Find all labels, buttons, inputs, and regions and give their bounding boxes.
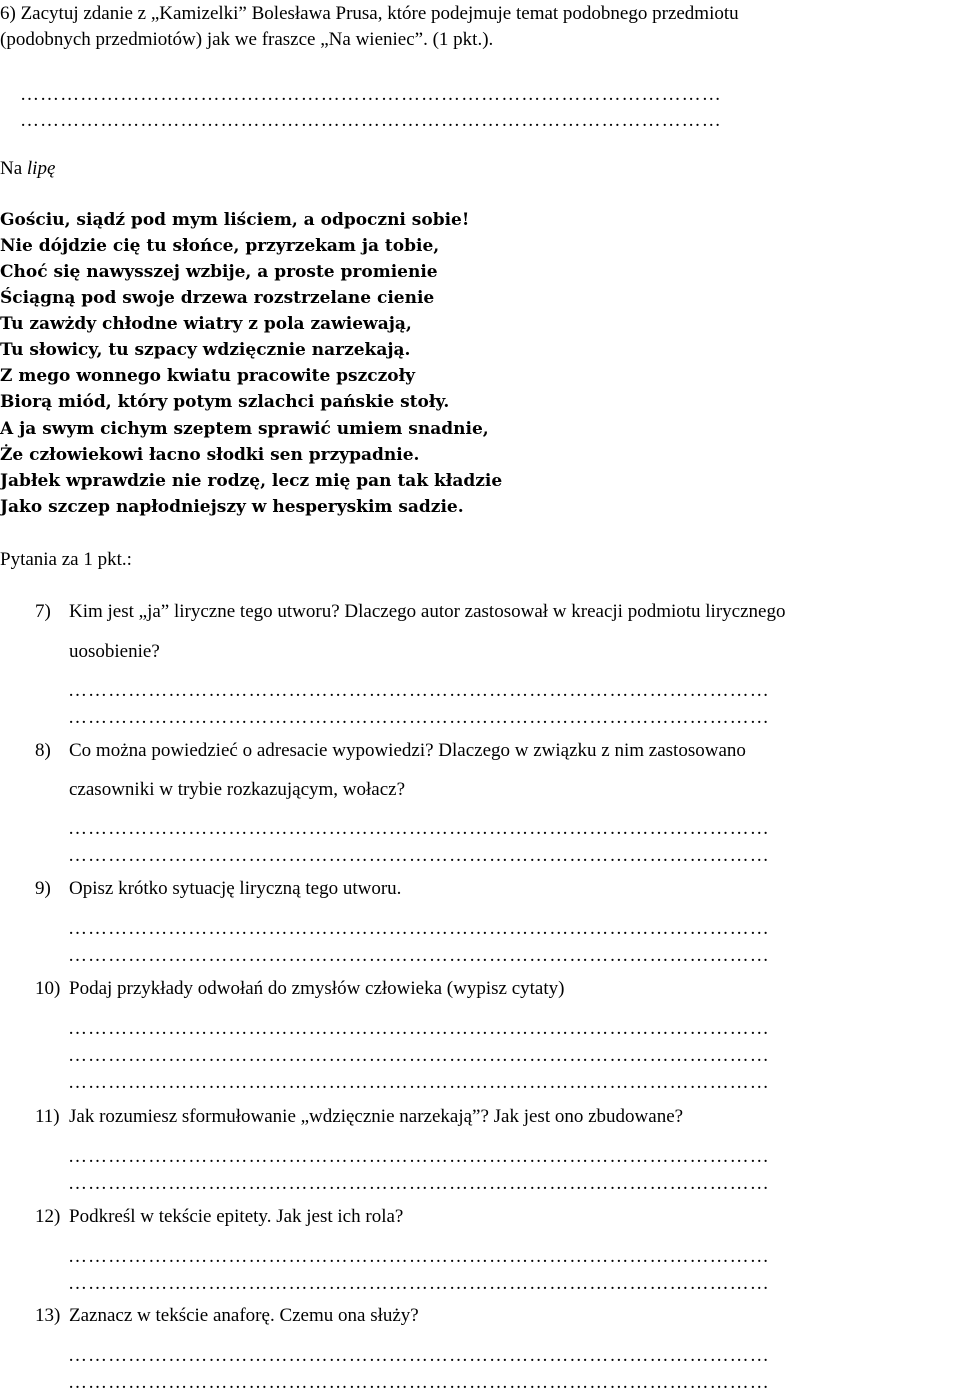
question-text-cont: uosobienie? <box>69 641 160 662</box>
answer-line[interactable]: …………………………………………………………………………………………… <box>68 1273 770 1294</box>
question-text: Kim jest „ja” liryczne tego utworu? Dlaczego autor zastosował w kreacji podmiotu lirycznego <box>69 601 786 622</box>
question-number: 7) <box>35 601 51 622</box>
poem-title-italic: lipę <box>26 158 56 179</box>
answer-line[interactable]: …………………………………………………………………………………………… <box>68 707 770 728</box>
answer-line[interactable]: …………………………………………………………………………………………… <box>20 110 722 131</box>
poem-line: Choć się nawysszej wzbije, a proste promienie <box>0 262 438 282</box>
poem-line: Jako szczep napłodniejszy w hesperyskim sadzie. <box>0 497 464 517</box>
question-text: Jak rozumiesz sformułowanie „wdzięcznie narzekają”? Jak jest ono zbudowane? <box>69 1106 684 1127</box>
poem-line: Tu zawżdy chłodne wiatry z pola zawiewają, <box>0 314 412 334</box>
task6-line2: (podobnych przedmiotów) jak we fraszce „Na wieniec”. (1 pkt.). <box>0 29 494 50</box>
task6-line1: 6) Zacytuj zdanie z „Kamizelki” Bolesława Prusa, które podejmuje temat podobnego przedmiotu <box>0 3 739 24</box>
answer-line[interactable]: …………………………………………………………………………………………… <box>68 1246 770 1267</box>
question-number: 12) <box>35 1206 61 1227</box>
question-text: Podkreśl w tekście epitety. Jak jest ich rola? <box>69 1206 404 1227</box>
question-number: 13) <box>35 1305 61 1326</box>
answer-line[interactable]: …………………………………………………………………………………………… <box>68 1045 770 1066</box>
poem-line: Gościu, siądź pod mym liściem, a odpoczni sobie! <box>0 210 470 230</box>
question-number: 10) <box>35 978 61 999</box>
answer-line[interactable]: …………………………………………………………………………………………… <box>68 1072 770 1093</box>
answer-line[interactable]: …………………………………………………………………………………………… <box>68 1018 770 1039</box>
question-number: 8) <box>35 740 51 761</box>
poem-line: Biorą miód, który potym szlachci pańskie stoły. <box>0 392 450 412</box>
question-text: Zaznacz w tekście anaforę. Czemu ona służy? <box>69 1305 419 1326</box>
poem-line: Nie dójdzie cię tu słońce, przyrzekam ja tobie, <box>0 236 440 256</box>
question-text-cont: czasowniki w trybie rozkazującym, wołacz? <box>69 779 406 800</box>
question-text: Co można powiedzieć o adresacie wypowiedzi? Dlaczego w związku z nim zastosowano <box>69 740 746 761</box>
poem-title <box>0 157 55 181</box>
answer-line[interactable]: …………………………………………………………………………………………… <box>68 680 770 701</box>
question-text: Podaj przykłady odwołań do zmysłów człowieka (wypisz cytaty) <box>69 978 565 999</box>
answer-line[interactable]: …………………………………………………………………………………………… <box>68 845 770 866</box>
question-number: 9) <box>35 878 51 899</box>
question-text: Opisz krótko sytuację liryczną tego utworu. <box>69 878 402 899</box>
answer-line[interactable]: …………………………………………………………………………………………… <box>68 818 770 839</box>
answer-line[interactable]: …………………………………………………………………………………………… <box>68 1372 770 1393</box>
answer-line[interactable]: …………………………………………………………………………………………… <box>68 1173 770 1194</box>
poem-line: Że człowiekowi łacno słodki sen przypadnie. <box>0 445 420 465</box>
answer-line[interactable]: …………………………………………………………………………………………… <box>20 84 722 105</box>
poem-line: Tu słowicy, tu szpacy wdzięcznie narzekają. <box>0 340 411 360</box>
questions-header: Pytania za 1 pkt.: <box>0 549 132 570</box>
poem-line: Z mego wonnego kwiatu pracowite pszczoły <box>0 366 416 386</box>
answer-line[interactable]: …………………………………………………………………………………………… <box>68 1345 770 1366</box>
poem-title-prefix: Na <box>0 158 27 179</box>
question-number: 11) <box>35 1106 60 1127</box>
answer-line[interactable]: …………………………………………………………………………………………… <box>68 945 770 966</box>
poem-line: Jabłek wprawdzie nie rodzę, lecz mię pan tak kładzie <box>0 471 503 491</box>
answer-line[interactable]: …………………………………………………………………………………………… <box>68 918 770 939</box>
poem-line: A ja swym cichym szeptem sprawić umiem snadnie, <box>0 419 489 439</box>
answer-line[interactable]: …………………………………………………………………………………………… <box>68 1146 770 1167</box>
poem-line: Ściągną pod swoje drzewa rozstrzelane cienie <box>0 288 435 308</box>
